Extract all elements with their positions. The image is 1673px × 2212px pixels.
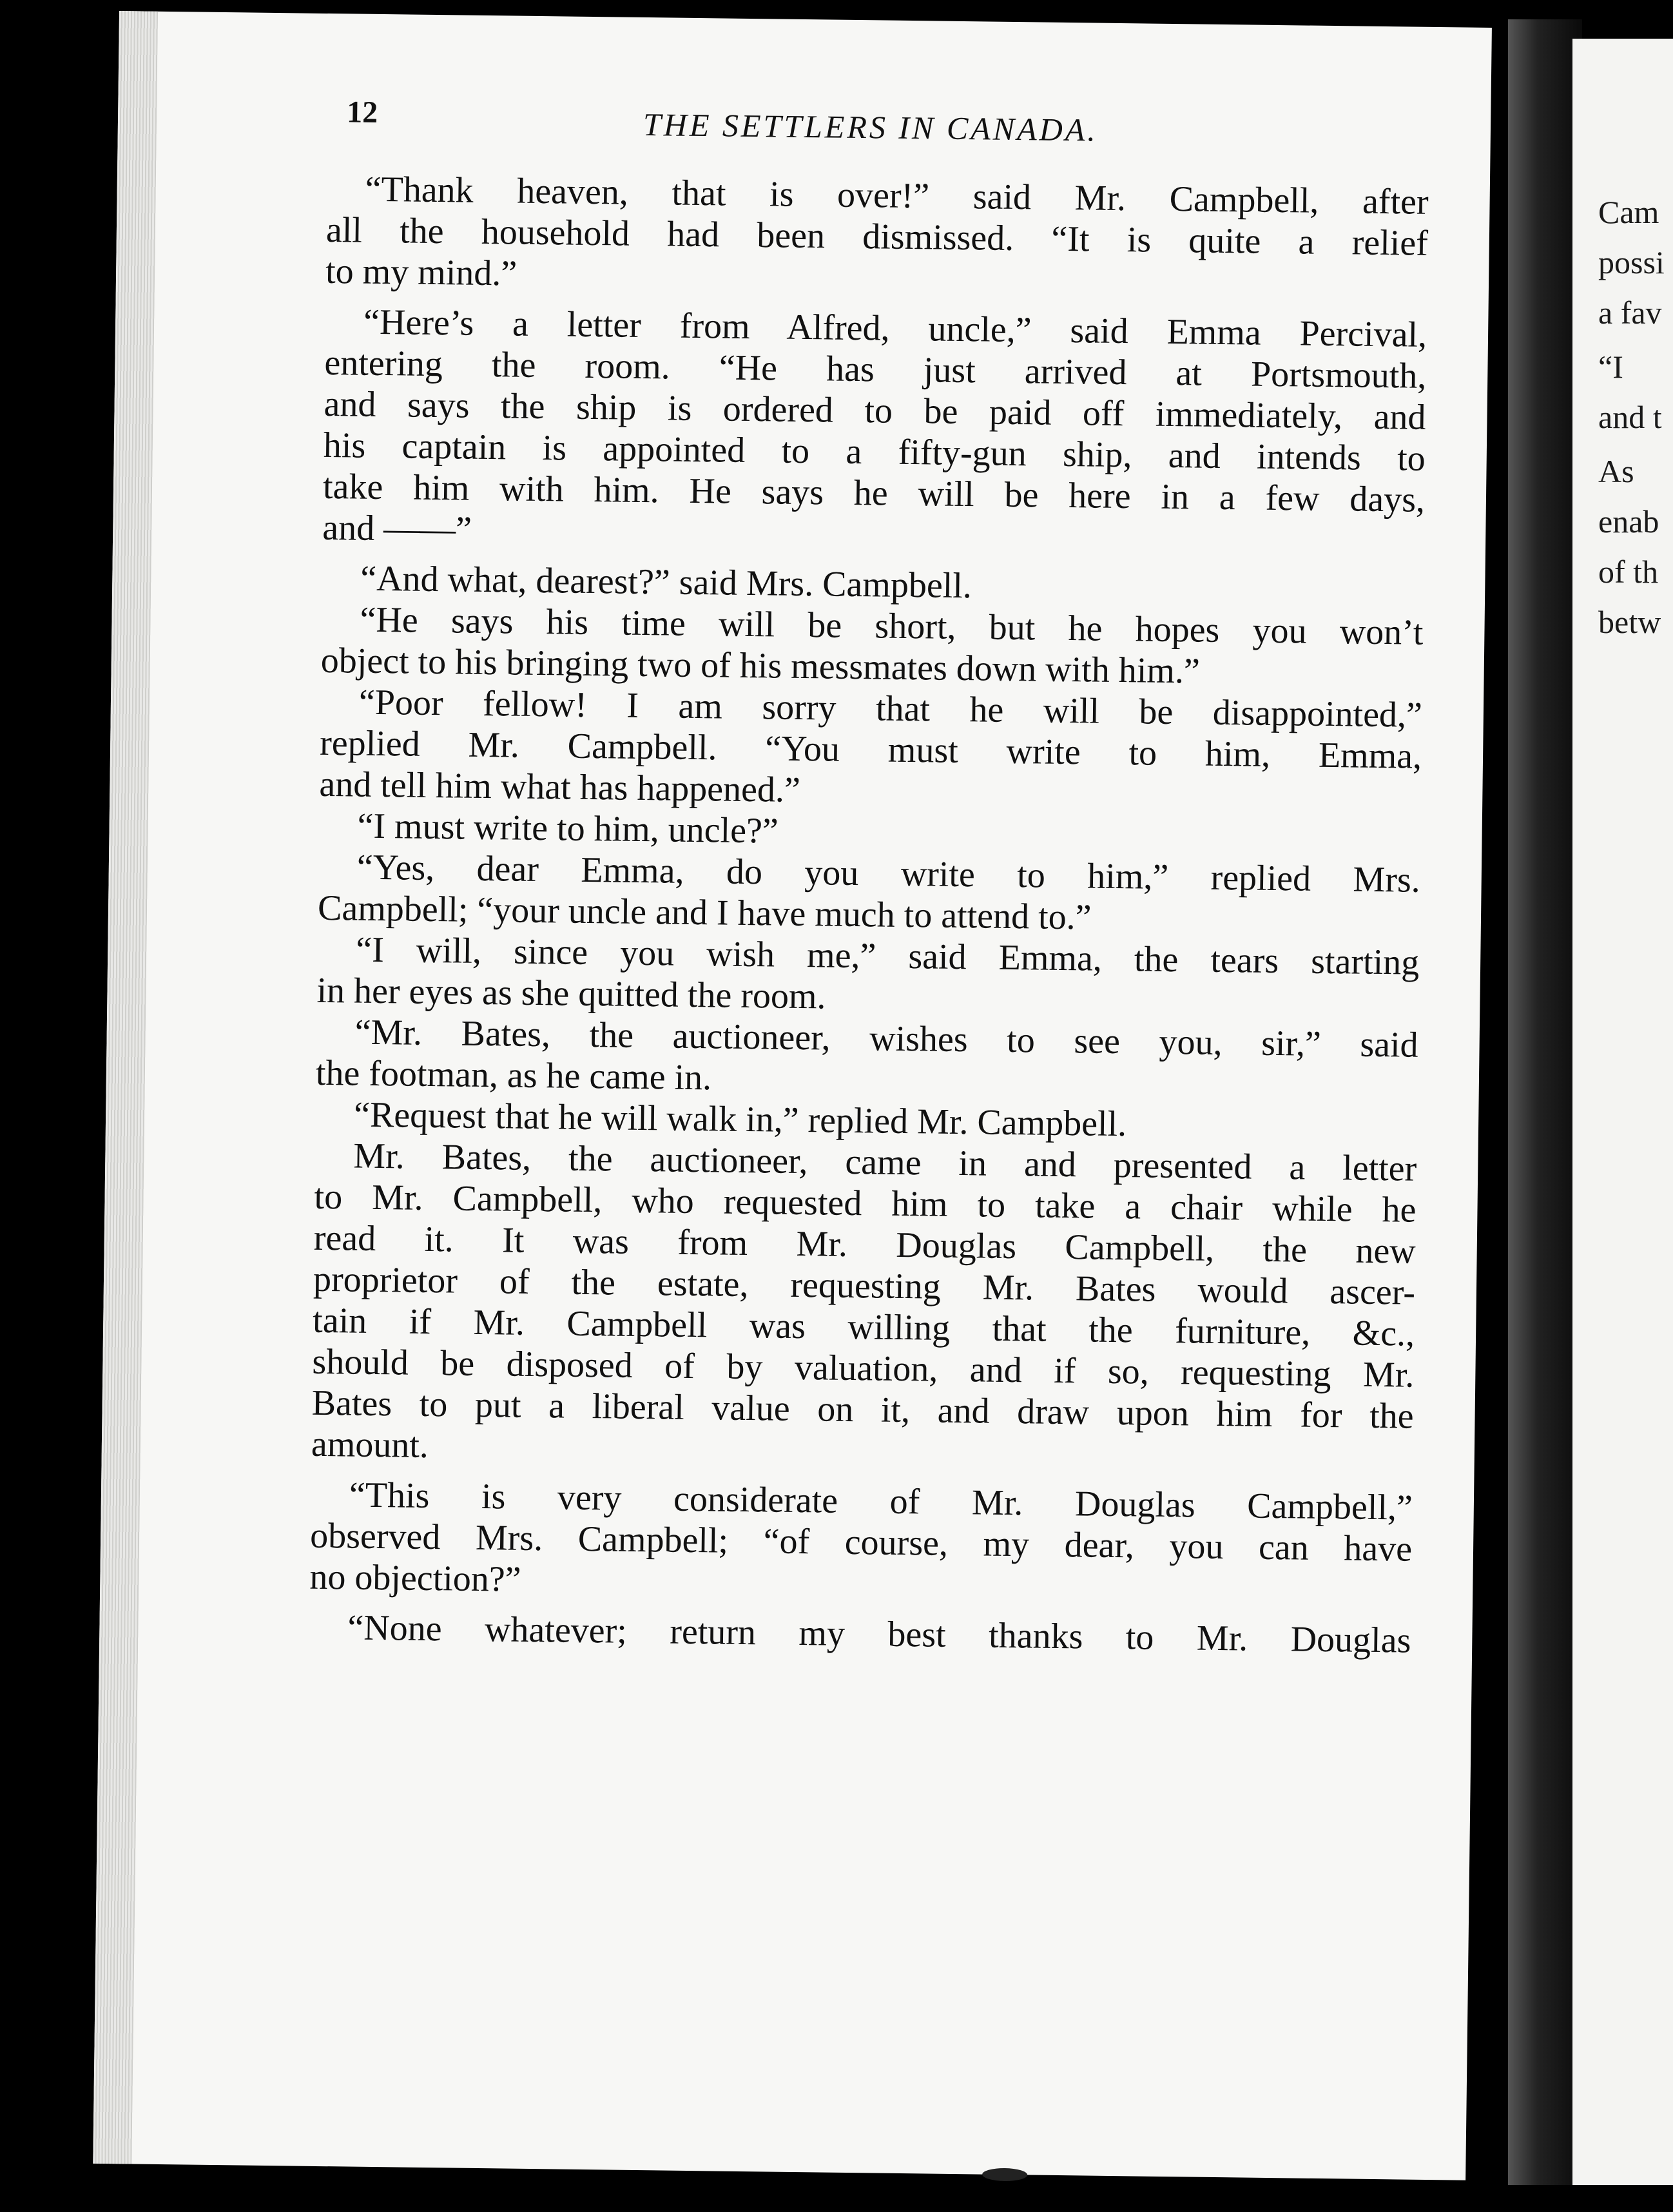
text-line: object to his bringing two of his messmates down with him.” <box>320 640 1201 692</box>
facing-page-fragment: possi <box>1598 244 1665 280</box>
text-line: read it. It was from Mr. Douglas Campbell, the new <box>313 1218 1417 1272</box>
facing-page-fragment: a fav <box>1598 295 1662 331</box>
facing-page-fragment: betw <box>1598 604 1661 640</box>
facing-page-fragment: enab <box>1598 503 1659 539</box>
text-line: “Request that he will walk in,” replied Mr. Campbell. <box>353 1094 1127 1145</box>
facing-page-fragment: “I <box>1598 349 1623 385</box>
text-line: his captain is appointed to a fifty-gun ship, and intends to <box>323 425 1426 479</box>
text-line: in her eyes as she quitted the room. <box>316 970 826 1017</box>
facing-page-fragment: As <box>1598 453 1634 489</box>
text-line: should be disposed of by valuation, and if so, requesting Mr. <box>312 1341 1415 1395</box>
text-line: proprietor of the estate, requesting Mr. Bates would ascer- <box>313 1259 1416 1313</box>
text-line: “Mr. Bates, the auctioneer, wishes to see you, sir,” said <box>354 1012 1419 1065</box>
text-line: “Poor fellow! I am sorry that he will be disappointed,” <box>358 682 1423 735</box>
facing-page-fragment: of th <box>1598 554 1659 590</box>
text-line: and ——” <box>322 507 472 550</box>
text-line: “This is very considerate of Mr. Douglas Campbell,” <box>349 1475 1413 1528</box>
text-line: to Mr. Campbell, who requested him to take a chair while he <box>314 1176 1417 1230</box>
text-line: “Here’s a letter from Alfred, uncle,” said Emma Percival, <box>363 302 1427 355</box>
text-line: “He says his time will be short, but he hopes you won’t <box>360 599 1424 653</box>
text-line: entering the room. “He has just arrived at Portsmouth, <box>324 342 1427 396</box>
text-line: “I must write to him, uncle?” <box>357 806 779 851</box>
text-line: observed Mrs. Campbell; “of course, my dear, you can have <box>309 1515 1413 1569</box>
text-line: take him with him. He says he will be here in a few days, <box>322 466 1426 520</box>
binding-mark <box>982 2168 1027 2182</box>
text-line: and says the ship is ordered to be paid off immediately, and <box>324 383 1426 438</box>
text-line: “And what, dearest?” said Mrs. Campbell. <box>360 558 972 606</box>
text-line: “I will, since you wish me,” said Emma, the tears starting <box>355 929 1420 983</box>
running-title: THE SETTLERS IN CANADA. <box>643 106 1099 148</box>
text-line: tain if Mr. Campbell was willing that the furniture, &c., <box>312 1300 1415 1354</box>
text-line: “Yes, dear Emma, do you write to him,” replied Mrs. <box>356 847 1421 900</box>
text-line: no objection?” <box>309 1557 521 1600</box>
text-line: all the household had been dismissed. “It is quite a relief <box>325 209 1429 264</box>
text-line: Campbell; “your uncle and I have much to attend to.” <box>317 888 1092 938</box>
text-line: to my mind.” <box>325 251 517 294</box>
page-header <box>118 92 1491 160</box>
text-line: “None whatever; return my best thanks to Mr. Douglas <box>347 1607 1411 1661</box>
body-text <box>309 168 1429 1662</box>
text-line: and tell him what has happened.” <box>319 764 801 810</box>
text-line: the footman, as he came in. <box>315 1053 712 1098</box>
book-page <box>93 11 1492 2180</box>
page-edge-stack <box>93 11 158 2164</box>
text-line: Bates to put a liberal value on it, and draw upon him for the <box>311 1382 1414 1437</box>
page-number: 12 <box>346 95 378 130</box>
text-line: amount. <box>311 1424 429 1466</box>
facing-page-fragment: and t <box>1598 399 1662 435</box>
facing-page-fragment: Cam <box>1598 194 1659 230</box>
text-line: “Thank heaven, that is over!” said Mr. Campbell, after <box>365 169 1429 222</box>
facing-page <box>1572 39 1673 2185</box>
text-line: Mr. Bates, the auctioneer, came in and presented a letter <box>353 1136 1417 1189</box>
text-line: replied Mr. Campbell. “You must write to him, Emma, <box>319 723 1422 777</box>
page-gutter-shadow <box>1508 19 1582 2185</box>
